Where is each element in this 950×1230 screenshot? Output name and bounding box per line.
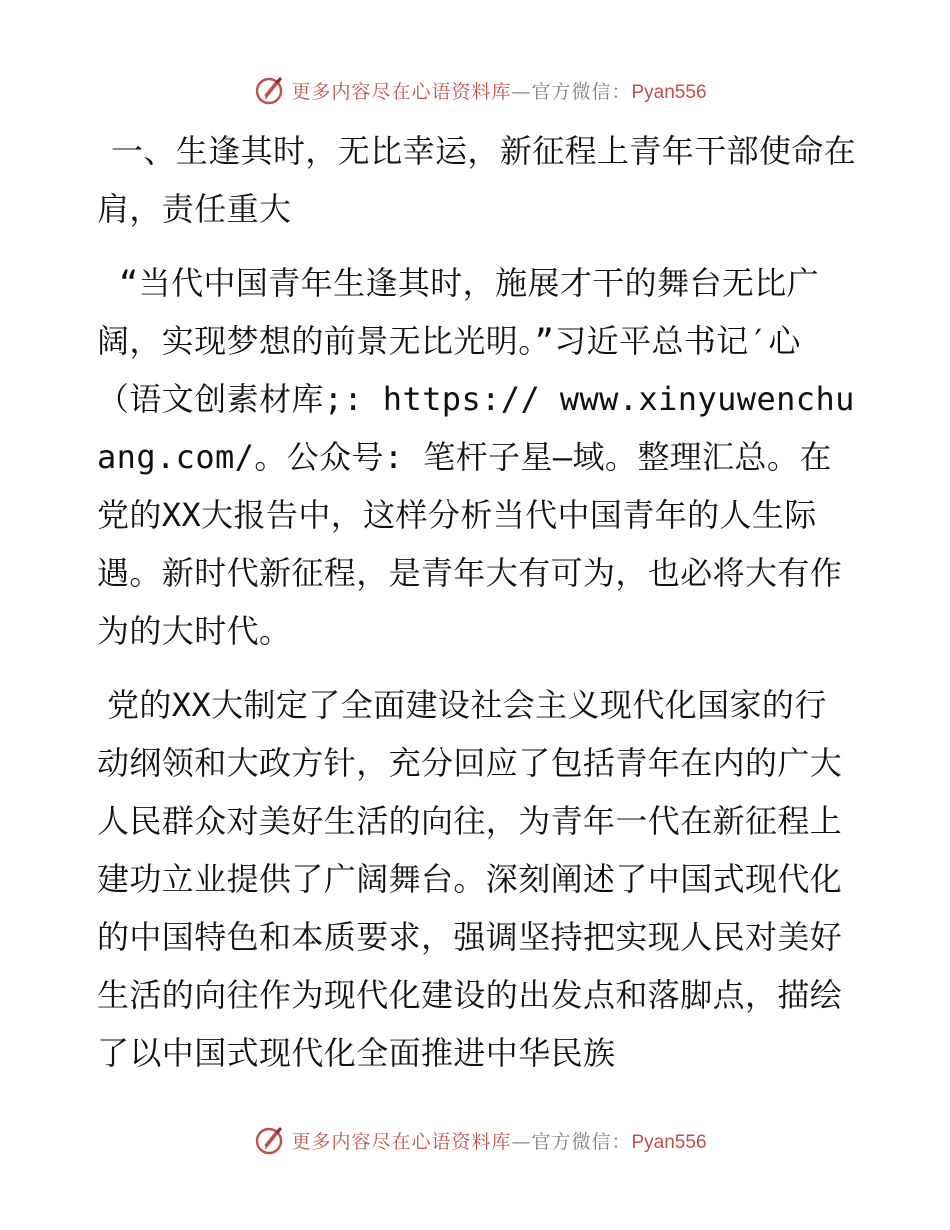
quill-pen-icon bbox=[253, 1124, 285, 1156]
document-body bbox=[97, 122, 857, 1082]
banner-inner bbox=[253, 1124, 706, 1156]
banner-account: Pyan556 bbox=[631, 1131, 707, 1153]
banner-main-text: 更多内容尽在心语资料库 bbox=[291, 1130, 512, 1153]
banner-main-text: 更多内容尽在心语资料库 bbox=[291, 80, 512, 103]
paragraph-1: “当代中国青年生逢其时，施展才干的舞台无比广阔，实现梦想的前景无比光明。”习近平总书记′心（语文创素材库;: https:// www.xinyuwenchuang.com/。公众号: 笔杆子星—域。整理汇总。在党的XX大报告中，这样分析当代中国青年的人生际遇。新时代新征程，是青年大有可为，也必将大有作为的大时代。 bbox=[97, 264, 855, 650]
header-banner bbox=[0, 70, 950, 110]
quill-pen-icon bbox=[253, 74, 285, 106]
banner-wechat-label: 官方微信： bbox=[531, 80, 632, 103]
banner-dash: — bbox=[511, 1130, 532, 1153]
banner-inner bbox=[253, 74, 706, 106]
banner-text bbox=[291, 1127, 706, 1154]
section-heading: 一、生逢其时，无比幸运，新征程上青年干部使命在肩，责任重大 bbox=[97, 132, 857, 228]
banner-account: Pyan556 bbox=[631, 81, 707, 103]
banner-text bbox=[291, 77, 706, 104]
footer-banner bbox=[0, 1120, 950, 1160]
paragraph-2: 党的XX大制定了全面建设社会主义现代化国家的行动纲领和大政方针，充分回应了包括青年在内的广大人民群众对美好生活的向往，为青年一代在新征程上建功立业提供了广阔舞台。深刻阐述了中国式现代化的中国特色和本质要求，强调坚持把实现人民对美好生活的向往作为现代化建设的出发点和落脚点，描绘了以中国式现代化全面推进中华民族 bbox=[97, 686, 843, 1072]
banner-wechat-label: 官方微信： bbox=[531, 1130, 632, 1153]
banner-dash: — bbox=[511, 80, 532, 103]
